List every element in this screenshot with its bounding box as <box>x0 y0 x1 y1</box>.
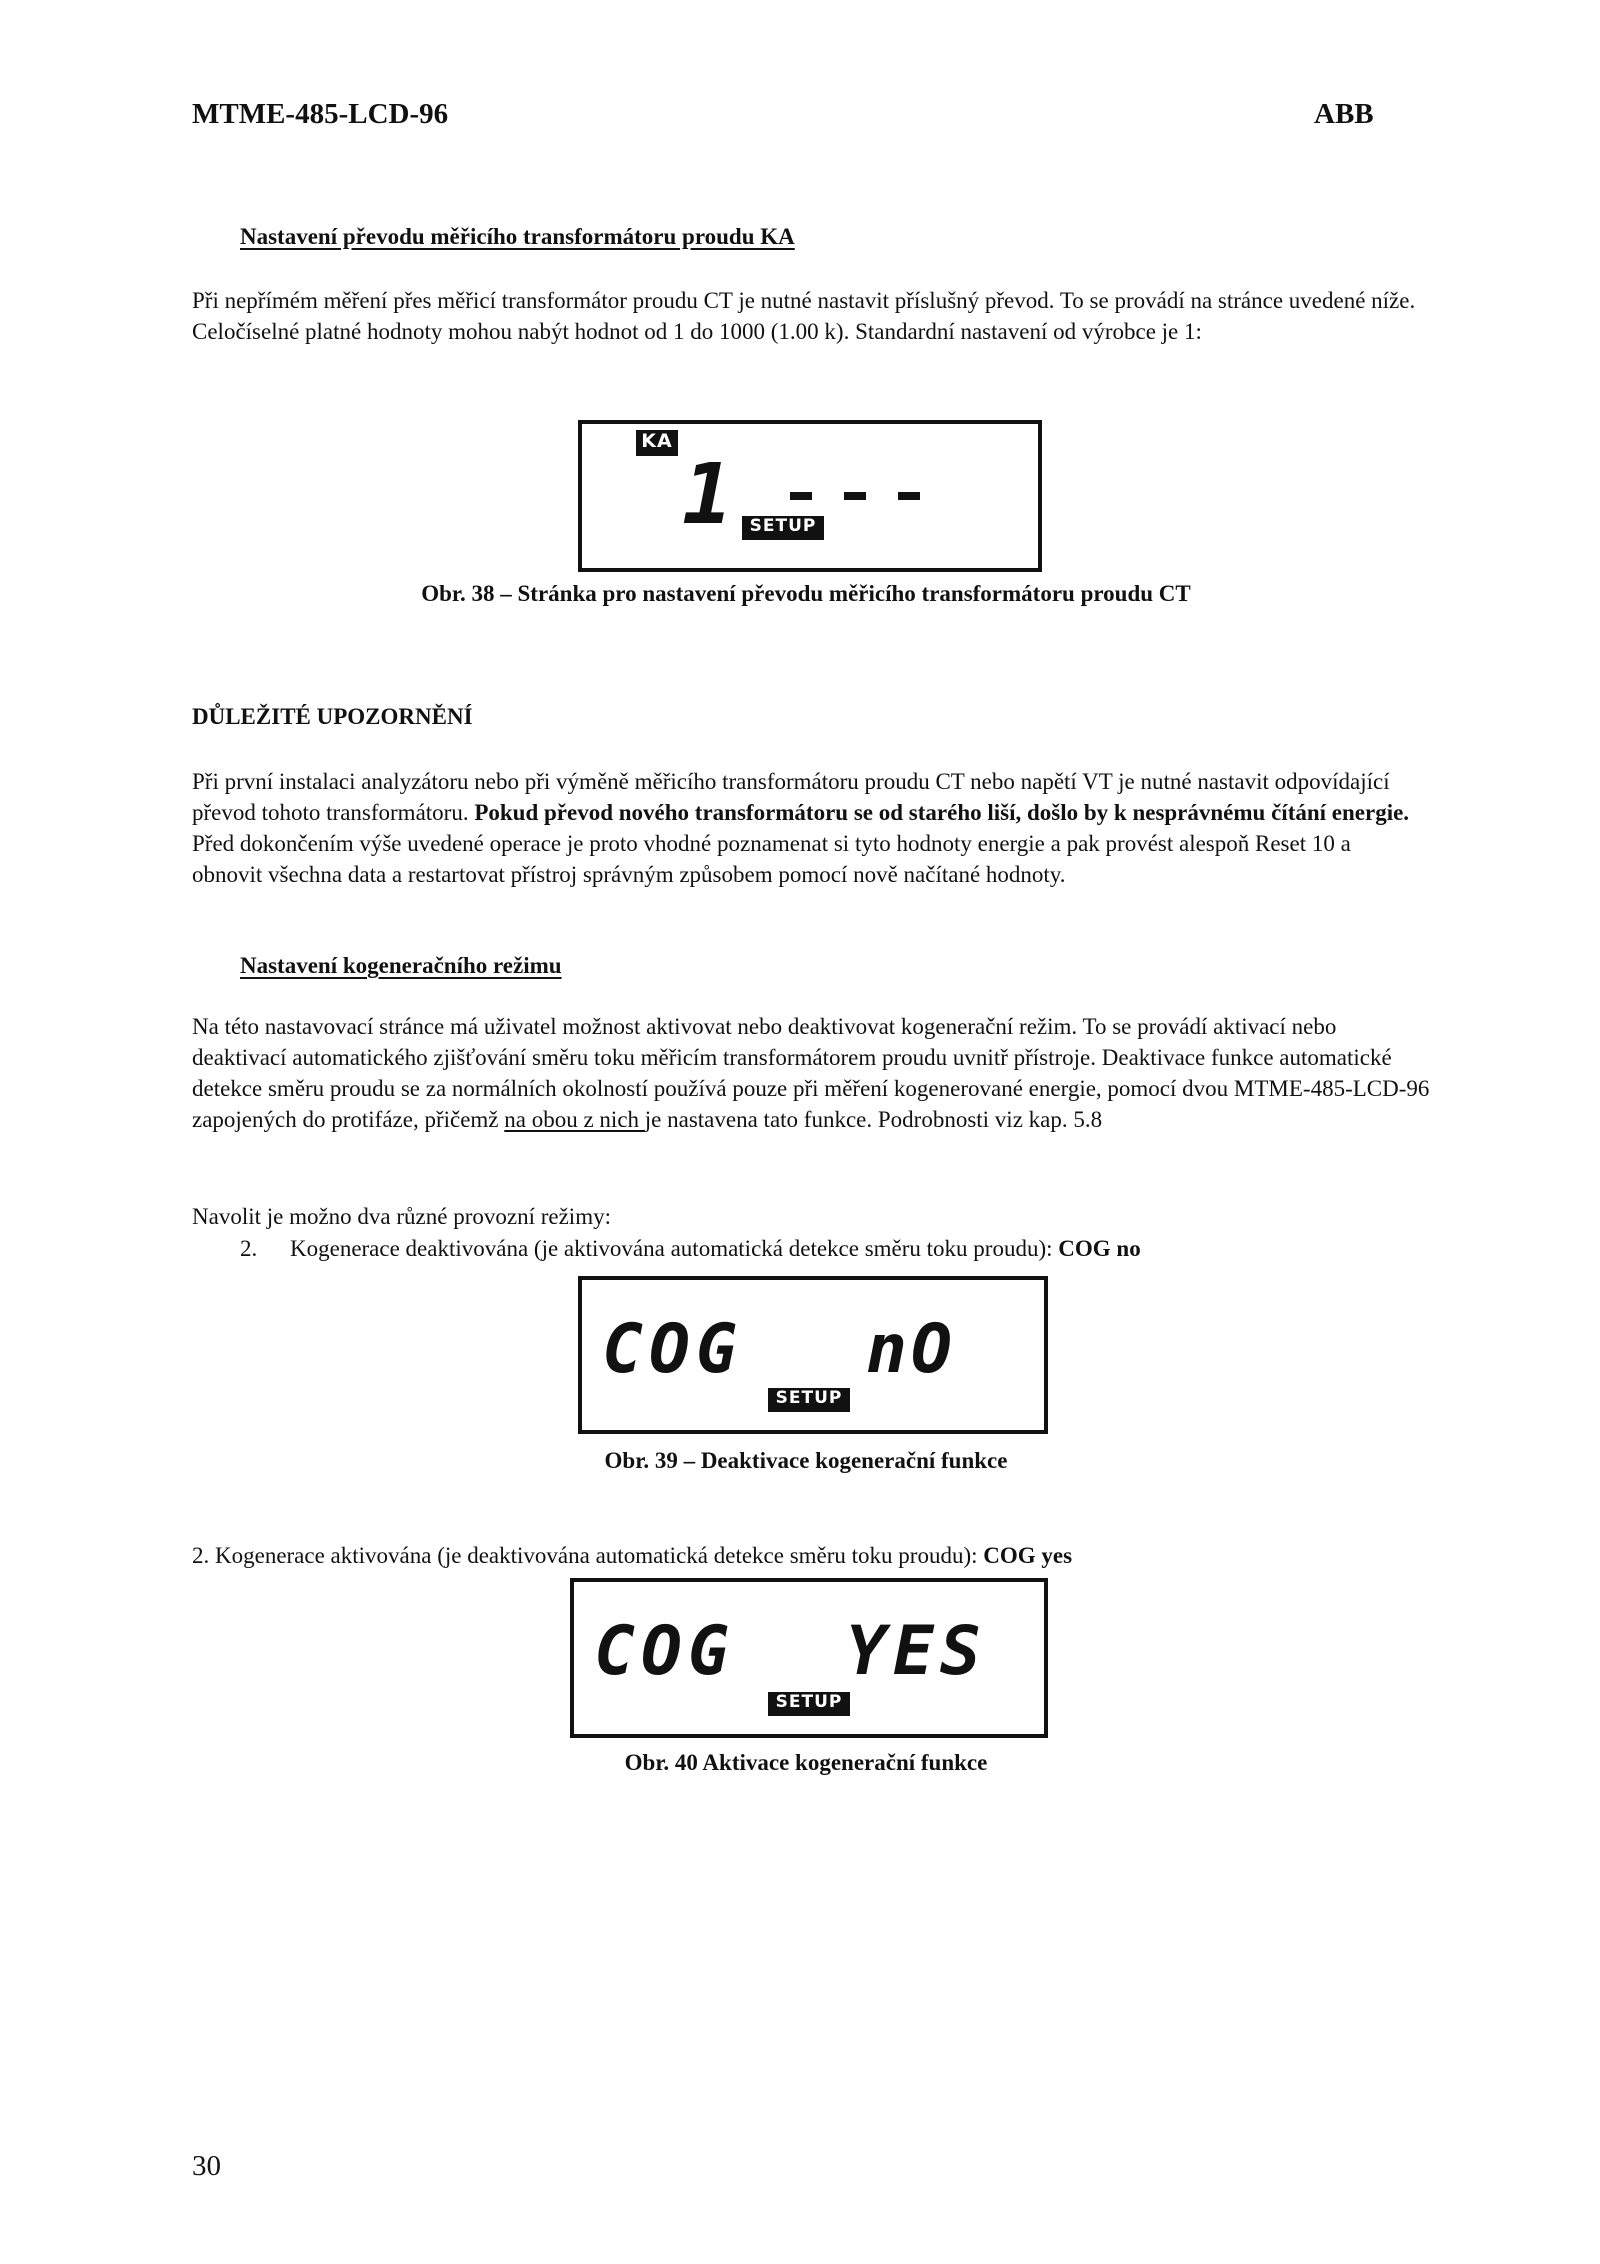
list-item-cog-no <box>290 1233 1141 1264</box>
section-title-cogeneration: Nastavení kogeneračního režimu <box>240 953 562 978</box>
warning-text: Při první instalaci analyzátoru nebo při výměně měřicího transformátoru proudu CT nebo napětí VT je nutné nastavit odpovídající převod tohoto transformátoru. <box>192 769 1390 825</box>
warning-title: DŮLEŽITÉ UPOZORNĚNÍ <box>192 704 473 729</box>
lcd-display-cog-yes <box>570 1578 1048 1738</box>
page-number: 30 <box>192 2150 221 2182</box>
lcd-text-cog: COG <box>602 1310 743 1389</box>
lcd-display-cog-no <box>578 1276 1048 1434</box>
list-item-text: 2. Kogenerace aktivována (je deaktivována automatická detekce směru toku proudu): <box>192 1543 984 1568</box>
figure-caption-39: Obr. 39 – Deaktivace kogenerační funkce <box>604 1448 1008 1473</box>
modes-intro: Navolit je možno dva různé provozní režimy: <box>192 1204 611 1229</box>
figure-caption-40: Obr. 40 Aktivace kogenerační funkce <box>624 1750 988 1775</box>
lcd-dash <box>898 492 920 500</box>
lcd-text-cog: COG <box>594 1612 735 1691</box>
warning-emphasis: Pokud převod nového transformátoru se od starého liší, došlo by k nesprávnému čítání energie. <box>474 800 1410 825</box>
section-title-ka: Nastavení převodu měřicího transformátoru proudu KA <box>240 224 795 249</box>
document-title: MTME-485-LCD-96 <box>192 98 449 130</box>
setup-badge: SETUP <box>768 1388 850 1412</box>
brand-name: ABB <box>1314 98 1374 130</box>
list-item-cog-yes <box>192 1540 1072 1571</box>
section-body-cogeneration <box>192 1011 1432 1135</box>
lcd-dash <box>790 492 812 500</box>
warning-text-continued: Před dokončením výše uvedené operace je proto vhodné poznamenat si tyto hodnoty energie a pak provést alespoň Reset 10 a obnovit všechna data a restartovat přístroj správným způsobem pomocí nově načítané hodnoty. <box>192 831 1351 887</box>
lcd-text-no: nO <box>866 1310 956 1389</box>
section-body-ka: Při nepřímém měření přes měřicí transformátor proudu CT je nutné nastavit příslušný převod. To se provádí na stránce uvedené níže. Celočíselné platné hodnoty mohou nabýt hodnot od 1 do 1000 (1.00 k). Standardní nastavení od výrobce je 1: <box>192 288 1416 344</box>
list-item-value: COG no <box>1058 1236 1141 1261</box>
warning-body <box>192 766 1422 890</box>
figure-caption-38: Obr. 38 – Stránka pro nastavení převodu měřicího transformátoru proudu CT <box>421 581 1191 606</box>
list-item-number: 2. <box>240 1236 258 1261</box>
list-item-value: COG yes <box>983 1543 1073 1568</box>
setup-badge: SETUP <box>742 516 824 540</box>
list-item-text: Kogenerace deaktivována (je aktivována automatická detekce směru toku proudu): <box>290 1236 1059 1261</box>
cogeneration-text-continued: je nastavena tato funkce. Podrobnosti viz kap. 5.8 <box>644 1107 1103 1132</box>
lcd-display-ka <box>578 420 1042 572</box>
ka-badge: KA <box>636 430 678 456</box>
cogeneration-text: Na této nastavovací stránce má uživatel možnost aktivovat nebo deaktivovat kogenerační režim. To se provádí aktivací nebo deaktivací automatického zjišťování směru toku měřicím transformátorem proudu uvnitř přístroje. Deaktivace funkce automatické detekce směru proudu se za normálních okolností používá pouze při měření kogenerované energie, pomocí dvou MTME-485-LCD-96 zapojených do protifáze, přičemž <box>192 1014 1430 1132</box>
lcd-dash <box>844 492 866 500</box>
lcd-value: 1 <box>682 445 733 543</box>
setup-badge: SETUP <box>768 1692 850 1716</box>
cogeneration-underlined-text: na obou z nich <box>504 1107 645 1132</box>
lcd-text-yes: YES <box>846 1612 987 1691</box>
